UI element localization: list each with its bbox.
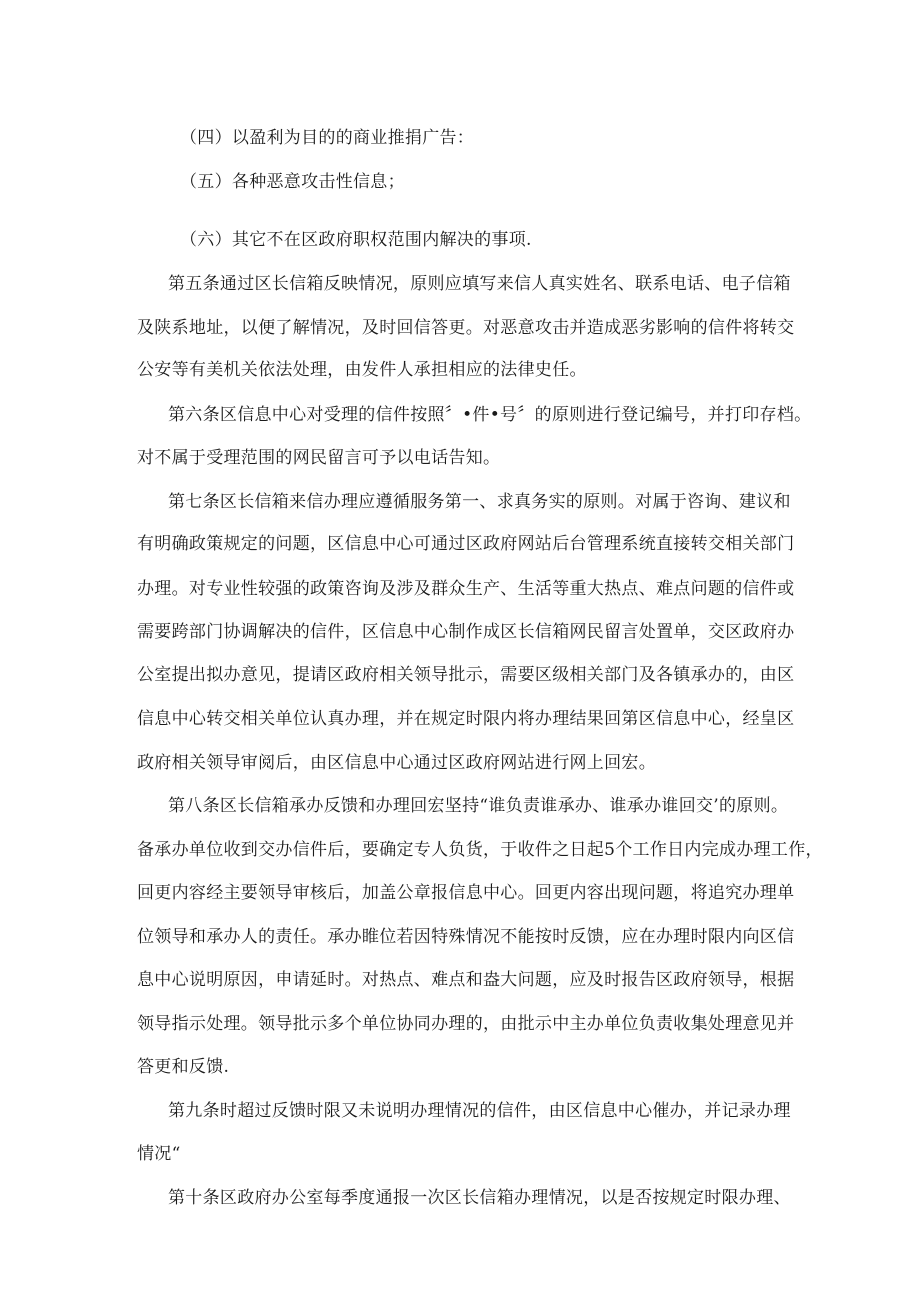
text-line: 备承办单位收到交办信件后，要确定专人负货，于收件之日起5个工作日内完成办理工作， [137, 840, 823, 860]
text-line: 领导指示处理。领导批示多个单位协同办理的，由批示中主办单位负责收集处理意见并 [137, 1014, 795, 1034]
text-line: 第五条通过区长信箱反映情况，原则应填写来信人真实姓名、联系电话、电子信箱 [168, 274, 791, 294]
text-line: 公室提出拟办意见，提请区政府相关领导批示，需要区级相关部门及各镇承办的，由区 [137, 665, 795, 685]
text-line: 答更和反馈. [137, 1057, 230, 1077]
text-line: 位领导和承办人的责任。承办睢位若因特殊情况不能按时反馈，应在办理时限内向区信 [137, 927, 795, 947]
text-line: 第九条时超过反馈时限又未说明办理情况的信件，由区信息中心催办，并记录办理 [168, 1101, 791, 1121]
text-line: 第十条区政府办公室每季度通报一次区长信箱办理情况，以是否按规定时限办理、 [168, 1188, 791, 1208]
text-line: （四）以盈利为目的的商业推捐广告： [180, 128, 475, 148]
text-line: 回更内容经主要领导审核后，加盖公章报信息中心。回更内容出现问题，将追究办理单 [137, 883, 795, 903]
text-line: 第七条区长信箱来信办理应遵循服务第一、求真务实的原则。对属于咨询、建议和 [168, 492, 791, 512]
text-line: 息中心说明原因，申请延时。对热点、难点和盎大问题，应及时报告区政府领导，根据 [137, 970, 795, 990]
text-line: 对不属于受理范围的网民留言可予以电话告知。 [137, 448, 501, 468]
text-line: 需要跨部门协调解决的信件，区信息中心制作成区长信箱网民留言处置单，交区政府办 [137, 622, 795, 642]
text-line: （六）其它不在区政府职权范围内解决的事项. [180, 230, 532, 250]
text-line: 公安等有美机关依法处理，由发件人承担相应的法律史任。 [137, 360, 587, 380]
text-line: 及陕系地址，以便了解情况，及时回信答更。对恶意攻击并造成恶劣影响的信件将转交 [137, 318, 795, 338]
text-line: （五）各种恶意攻击性信息； [180, 172, 405, 192]
text-line: 办理。对专业性较强的政策咨询及涉及群众生产、生活等重大热点、难点问题的信件或 [137, 579, 795, 599]
text-line: 第八条区长信箱承办反馈和办理回宏坚持“谁负责谁承办、谁承办谁回交’的原则。 [168, 796, 789, 816]
text-line: 有明确政策规定的问题，区信息中心可通过区政府网站后台管理系统直接转交相关部门 [137, 534, 795, 554]
text-line: 情况“ [137, 1144, 181, 1164]
text-line: 信息中心转交相关单位认真办理，并在规定时限内将办理结果回第区信息中心，经皇区 [137, 709, 795, 729]
text-line: 政府相关领导审阅后，由区信息中心通过区政府网站进行网上回宏。 [137, 753, 656, 773]
text-line: 第六条区信息中心对受理的信件按照〞•件•号〞的原则进行登记编号，并打印存档。 [168, 405, 812, 425]
